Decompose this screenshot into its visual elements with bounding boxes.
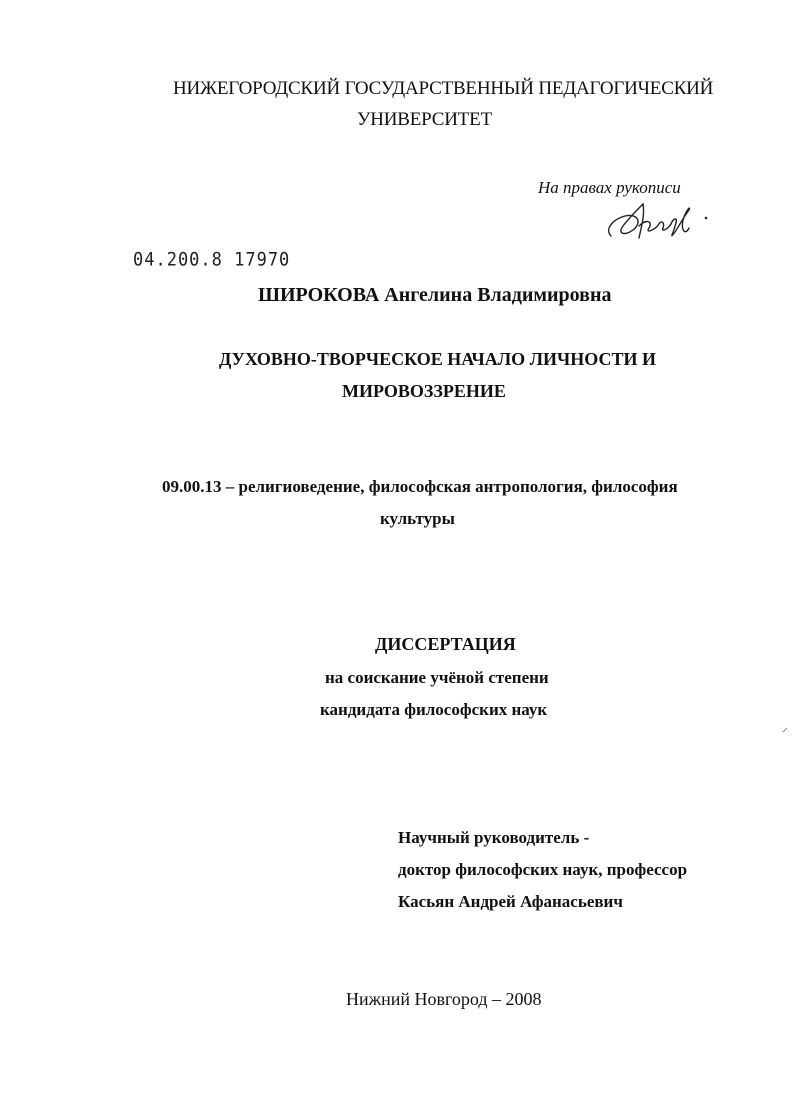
scan-mark-icon (782, 727, 788, 733)
university-name-line2: УНИВЕРСИТЕТ (357, 109, 492, 130)
registration-code: 04.200.8 17970 (133, 249, 291, 271)
specialty-line2: культуры (380, 509, 455, 528)
university-name-line1: НИЖЕГОРОДСКИЙ ГОСУДАРСТВЕННЫЙ ПЕДАГОГИЧЕСКИЙ (173, 78, 714, 99)
degree-line2: кандидата философских наук (320, 700, 548, 719)
supervisor-name: Касьян Андрей Афанасьевич (398, 892, 623, 911)
signature-icon (603, 196, 713, 246)
degree-line1: на соискание учёной степени (325, 668, 549, 687)
manuscript-note: На правах рукописи (538, 178, 681, 197)
work-type-heading: ДИССЕРТАЦИЯ (375, 634, 516, 654)
supervisor-label: Научный руководитель - (398, 828, 590, 847)
city-year: Нижний Новгород – 2008 (346, 989, 542, 1009)
thesis-title-line2: МИРОВОЗЗРЕНИЕ (342, 381, 506, 401)
thesis-title-line1: ДУХОВНО-ТВОРЧЕСКОЕ НАЧАЛО ЛИЧНОСТИ И (219, 349, 656, 369)
specialty-line1: 09.00.13 – религиоведение, философская антропология, философия (162, 477, 678, 496)
supervisor-degree: доктор философских наук, профессор (398, 860, 688, 879)
author-name: ШИРОКОВА Ангелина Владимировна (258, 284, 612, 306)
